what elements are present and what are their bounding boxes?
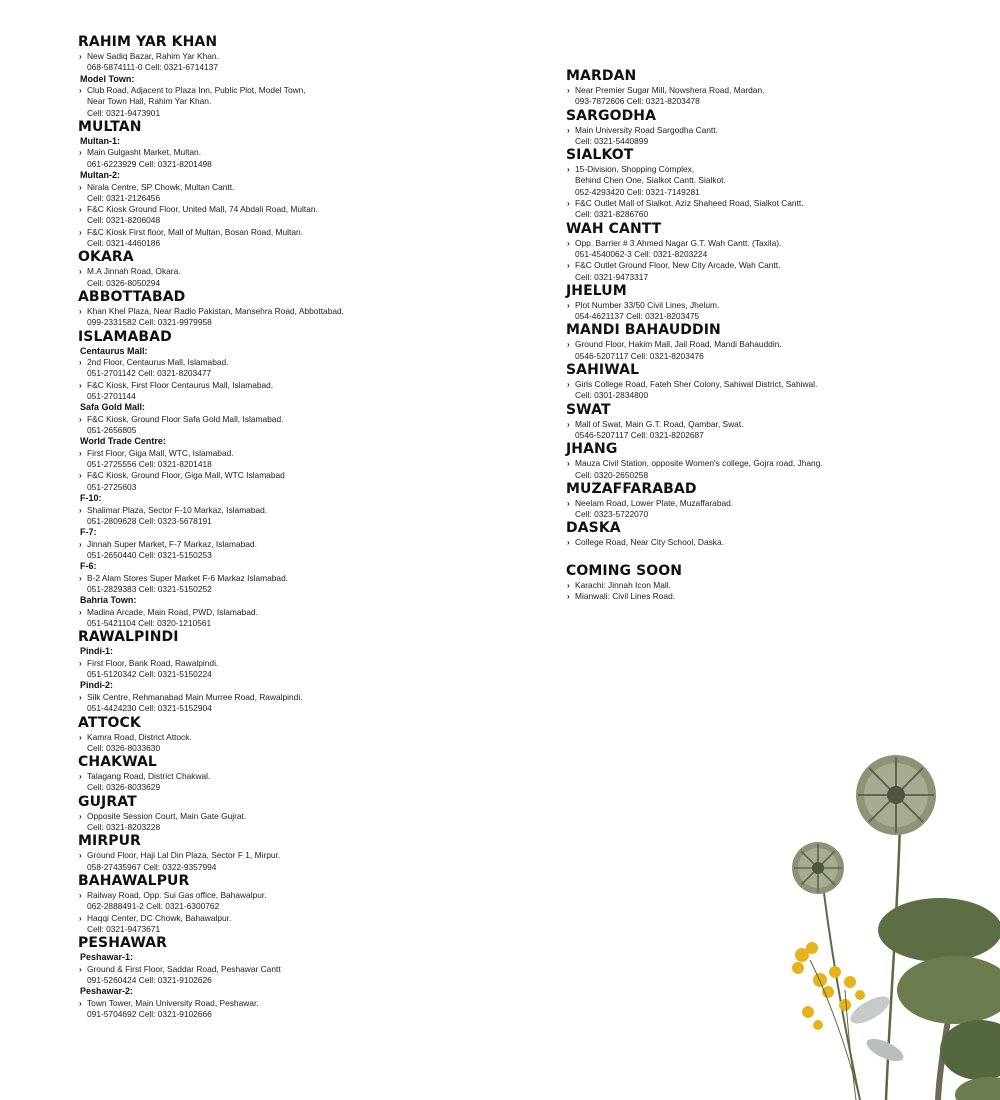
address-entry xyxy=(566,458,986,481)
city-name: CHAKWAL xyxy=(78,754,157,771)
chevron-right-icon: › xyxy=(567,261,570,271)
address-entry xyxy=(78,204,548,227)
address-line: 051-2701144 xyxy=(87,390,136,401)
chevron-right-icon: › xyxy=(567,165,570,175)
address-line: Near Premier Sugar Mill, Nowshera Road, Mardan. xyxy=(575,85,765,95)
address-line: 051-2829383 Cell: 0321-5150252 xyxy=(87,584,212,594)
branch-subheading: Centaurus Mall: xyxy=(80,345,148,356)
city-name: JHANG xyxy=(566,441,618,458)
address-line: 062-2888491-2 Cell: 0321-6300762 xyxy=(87,901,220,912)
city-name: COMING SOON xyxy=(566,562,683,579)
address-line: Madina Arcade, Main Road, PWD, Islamabad. xyxy=(87,606,258,617)
branch-subheading: Multan-2: xyxy=(80,170,120,181)
address-entry xyxy=(566,300,986,323)
address-line: Mauza Civil Station, opposite Women's college, Gojra road, Jhang. xyxy=(575,458,823,469)
address-line: F&C Kiosk First floor, Mall of Multan, Bosan Road, Multan. xyxy=(87,226,303,237)
section-spacer xyxy=(566,549,986,563)
address-entry xyxy=(78,357,548,380)
address-line: Kamra Road, District Attock. xyxy=(87,731,192,742)
address-entry xyxy=(78,692,548,715)
chevron-right-icon: › xyxy=(567,125,570,135)
city-name: ATTOCK xyxy=(78,714,141,731)
address-entry xyxy=(566,498,986,521)
chevron-right-icon: › xyxy=(79,52,82,61)
chevron-right-icon: › xyxy=(79,811,82,821)
address-entry xyxy=(78,771,548,794)
address-entry xyxy=(566,339,986,362)
chevron-right-icon: › xyxy=(79,573,82,583)
chevron-right-icon: › xyxy=(79,148,82,158)
address-entry xyxy=(78,227,548,250)
chevron-right-icon: › xyxy=(79,182,82,192)
city-section xyxy=(78,873,548,935)
address-entry xyxy=(78,380,548,403)
chevron-right-icon: › xyxy=(79,471,82,481)
address-line: Ground Floor, Haji Lal Din Plaza, Sector F 1, Mirpur. xyxy=(87,850,281,861)
address-entry xyxy=(78,998,548,1021)
address-line: F&C Outlet Ground Floor, New City Arcade, Wah Cantt. xyxy=(575,260,781,271)
address-line: 0546-5207117 Cell: 0321-8203476 xyxy=(575,350,704,361)
chevron-right-icon: › xyxy=(79,505,82,515)
address-entry xyxy=(78,964,548,987)
chevron-right-icon: › xyxy=(79,692,82,702)
address-entry xyxy=(78,85,548,119)
address-line: M.A Jinnah Road, Okara. xyxy=(87,266,181,277)
city-name: GUJRAT xyxy=(78,793,137,810)
address-line: Railway Road, Opp. Sui Gas office, Bahawalpur. xyxy=(87,889,267,900)
city-section xyxy=(566,481,986,521)
city-section xyxy=(78,754,548,794)
branch-subheading: Bahria Town: xyxy=(80,595,137,606)
address-line: B-2 Alam Stores Super Market F-6 Markaz Islamabad. xyxy=(87,572,289,583)
address-entry xyxy=(566,260,986,283)
address-line: 052-4293420 Cell: 0321-7149281 xyxy=(575,186,700,197)
address-line: Cell: 0321-4460186 xyxy=(87,238,161,249)
address-line: 058-27435967 Cell: 0322-9357994 xyxy=(87,861,217,872)
branch-subheading: F-6: xyxy=(80,561,97,572)
city-name: ISLAMABAD xyxy=(78,328,172,345)
chevron-right-icon: › xyxy=(79,913,82,923)
address-line: Cell: 0321-9473671 xyxy=(87,923,161,934)
address-line: New Sadiq Bazar, Rahim Yar Khan. xyxy=(87,51,219,61)
address-line: Cell: 0326-8050294 xyxy=(87,277,161,288)
branch-subheading: World Trade Centre: xyxy=(80,436,166,447)
city-name: ABBOTTABAD xyxy=(78,288,186,305)
right-column xyxy=(566,68,986,602)
address-line: First Floor, Bank Road, Rawalpindi. xyxy=(87,657,219,668)
address-entry xyxy=(566,164,986,198)
address-entry xyxy=(566,419,986,442)
city-name: OKARA xyxy=(78,249,134,266)
address-entry xyxy=(78,607,548,630)
address-line: 051-4424230 Cell: 0321-5152904 xyxy=(87,703,212,714)
city-section xyxy=(78,715,548,755)
address-line: Cell: 0321-5440899 xyxy=(575,135,649,146)
address-line: Behind Chen One, Sialkot Cantt. Sialkot. xyxy=(575,175,726,186)
city-name: SWAT xyxy=(566,401,611,418)
chevron-right-icon: › xyxy=(79,998,82,1008)
address-line: Town Tower, Main University Road, Peshawar. xyxy=(87,997,259,1008)
address-line: Cell: 0323-5722070 xyxy=(575,509,649,520)
chevron-right-icon: › xyxy=(79,227,82,237)
address-entry xyxy=(78,658,548,681)
city-section xyxy=(566,221,986,283)
address-entry xyxy=(78,505,548,528)
branch-subheading: Pindi-1: xyxy=(80,646,113,657)
branch-subheading: Safa Gold Mall: xyxy=(80,402,146,413)
branch-subheading: Peshawar-1: xyxy=(80,952,134,963)
address-line: 051-2725556 Cell: 0321-8201418 xyxy=(87,459,212,470)
city-section xyxy=(566,108,986,148)
address-line: Ground Floor, Hakim Mall, Jail Road, Mandi Bahauddin. xyxy=(575,339,782,350)
address-line: Cell: 0321-8203228 xyxy=(87,822,161,833)
chevron-right-icon: › xyxy=(79,86,82,96)
branch-subheading: Model Town: xyxy=(80,73,135,84)
address-entry xyxy=(78,850,548,873)
chevron-right-icon: › xyxy=(79,380,82,390)
chevron-right-icon: › xyxy=(567,340,570,350)
city-section xyxy=(566,322,986,362)
address-entry xyxy=(78,811,548,834)
address-line: F&C Kiosk, First Floor Centaurus Mall, Islamabad. xyxy=(87,379,274,390)
address-line: 2nd Floor, Centaurus Mall, Islamabad. xyxy=(87,357,229,368)
address-line: 093-7872606 Cell: 0321-8203478 xyxy=(575,96,700,107)
address-line: Nirala Centre, SP Chowk, Multan Cantt. xyxy=(87,181,235,192)
address-line: Near Town Hall, Rahim Yar Khan. xyxy=(87,96,212,107)
address-line: Talagang Road, District Chakwal. xyxy=(87,771,211,782)
city-name: PESHAWAR xyxy=(78,935,168,952)
address-entry xyxy=(566,591,986,602)
city-name: MARDAN xyxy=(566,68,637,84)
city-name: BAHAWALPUR xyxy=(78,872,190,889)
address-line: Opp. Barrier # 3 Ahmed Nagar G.T. Wah Cantt. (Taxila). xyxy=(575,237,782,248)
city-section xyxy=(78,289,548,329)
address-entry xyxy=(566,85,986,108)
city-section xyxy=(78,249,548,289)
city-name: MUZAFFARABAD xyxy=(566,480,697,497)
address-line: Cell: 0326-8033630 xyxy=(87,742,161,753)
chevron-right-icon: › xyxy=(567,580,570,590)
address-line: Cell: 0321-8206048 xyxy=(87,215,161,226)
branch-subheading: F-7: xyxy=(80,527,97,538)
chevron-right-icon: › xyxy=(79,732,82,742)
address-line: 15-Division, Shopping Complex, xyxy=(575,164,695,175)
chevron-right-icon: › xyxy=(567,459,570,469)
address-entry xyxy=(566,198,986,221)
address-line: F&C Kiosk Ground Floor, United Mall, 74 Abdali Road, Multan. xyxy=(87,204,318,215)
address-line: F&C Outlet Mall of Sialkot, Aziz Shaheed Road, Sialkot Cantt. xyxy=(575,198,804,209)
address-entry xyxy=(566,537,986,548)
address-line: Cell: 0321-2126456 xyxy=(87,192,161,203)
address-entry xyxy=(78,147,548,170)
address-line: First Floor, Giga Mall, WTC, Islamabad. xyxy=(87,447,234,458)
address-entry xyxy=(566,125,986,148)
chevron-right-icon: › xyxy=(567,199,570,209)
city-section xyxy=(78,833,548,873)
address-entry xyxy=(78,890,548,913)
city-name: RAHIM YAR KHAN xyxy=(78,34,218,50)
address-line: Plot Number 33/50 Civil Lines, Jhelum. xyxy=(575,299,720,310)
chevron-right-icon: › xyxy=(567,238,570,248)
chevron-right-icon: › xyxy=(79,414,82,424)
chevron-right-icon: › xyxy=(567,86,570,95)
city-name: JHELUM xyxy=(566,282,627,299)
chevron-right-icon: › xyxy=(79,205,82,215)
city-section xyxy=(78,119,548,249)
chevron-right-icon: › xyxy=(79,358,82,368)
address-line: 0546-5207117 Cell: 0321-8202687 xyxy=(575,429,704,440)
city-section xyxy=(566,520,986,548)
address-entry xyxy=(78,539,548,562)
branch-subheading: F-10: xyxy=(80,493,102,504)
chevron-right-icon: › xyxy=(79,658,82,668)
address-line: Cell: 0321-8286760 xyxy=(575,209,649,220)
chevron-right-icon: › xyxy=(567,380,570,390)
address-entry xyxy=(78,573,548,596)
city-section xyxy=(566,147,986,220)
address-line: Haqqi Center, DC Chowk, Bahawalpur. xyxy=(87,912,232,923)
chevron-right-icon: › xyxy=(567,538,570,548)
address-line: 051-2725603 xyxy=(87,481,137,492)
branch-subheading: Peshawar-2: xyxy=(80,986,134,997)
city-name: MIRPUR xyxy=(78,833,141,850)
chevron-right-icon: › xyxy=(79,306,82,316)
address-line: 051-2650440 Cell: 0321-5150253 xyxy=(87,549,212,560)
city-section xyxy=(78,34,548,119)
branch-subheading: Pindi-2: xyxy=(80,680,113,691)
address-entry xyxy=(566,580,986,591)
city-name: RAWALPINDI xyxy=(78,629,179,646)
chevron-right-icon: › xyxy=(79,267,82,277)
chevron-right-icon: › xyxy=(567,300,570,310)
address-line: Cell: 0321-9473901 xyxy=(87,107,161,118)
address-line: Cell: 0326-8033629 xyxy=(87,782,161,793)
city-name: SAHIWAL xyxy=(566,362,640,379)
chevron-right-icon: › xyxy=(567,419,570,429)
city-name: SARGODHA xyxy=(566,107,657,124)
chevron-right-icon: › xyxy=(79,448,82,458)
city-section xyxy=(566,68,986,108)
address-entry xyxy=(78,306,548,329)
city-name: WAH CANTT xyxy=(566,220,662,237)
address-line: 051-5421104 Cell: 0320-1210561 xyxy=(87,618,212,629)
city-section xyxy=(566,402,986,442)
city-section xyxy=(78,794,548,834)
chevron-right-icon: › xyxy=(79,964,82,974)
branch-subheading: Multan-1: xyxy=(80,135,120,146)
address-entry xyxy=(78,266,548,289)
address-line: Mall of Swat, Main G.T. Road, Qambar, Swat. xyxy=(575,418,744,429)
address-entry xyxy=(78,732,548,755)
city-section xyxy=(78,935,548,1020)
address-line: Cell: 0301-2834800 xyxy=(575,390,649,401)
address-line: Opposite Session Court, Main Gate Gujrat. xyxy=(87,810,247,821)
address-entry xyxy=(78,913,548,936)
address-line: Ground & First Floor, Saddar Road, Peshawar Cantt xyxy=(87,963,281,974)
address-line: Main Gulgasht Market, Multan. xyxy=(87,147,202,158)
address-line: Club Road, Adjacent to Plaza Inn, Public Plot, Model Town, xyxy=(87,85,306,96)
address-entry xyxy=(566,238,986,261)
address-line: Khan Khel Plaza, Near Radio Pakistan, Mansehra Road, Abbottabad. xyxy=(87,305,344,316)
botanical-flowers-illustration xyxy=(790,750,1000,1100)
chevron-right-icon: › xyxy=(567,592,570,602)
city-name: MULTAN xyxy=(78,118,142,135)
address-line: Karachi: Jinnah Icon Mall. xyxy=(575,579,671,590)
address-entry xyxy=(566,379,986,402)
chevron-right-icon: › xyxy=(79,607,82,617)
address-line: 051-4540062-3 Cell: 0321-8203224 xyxy=(575,248,708,259)
address-line: 054-4621137 Cell: 0321-8203475 xyxy=(575,311,700,322)
chevron-right-icon: › xyxy=(79,772,82,782)
address-line: F&C Kiosk, Ground Floor Safa Gold Mall, Islamabad. xyxy=(87,413,284,424)
address-line: 051-2701142 Cell: 0321-8203477 xyxy=(87,368,212,379)
left-column xyxy=(78,34,548,1020)
address-line: 091-5260424 Cell: 0321-9102626 xyxy=(87,974,212,985)
address-line: Girls College Road, Fateh Sher Colony, Sahiwal District, Sahiwal. xyxy=(575,379,818,390)
address-line: 091-5704692 Cell: 0321-9102666 xyxy=(87,1009,212,1020)
address-line: College Road, Near City School, Daska. xyxy=(575,537,724,548)
address-line: Main University Road Sargodha Cantt. xyxy=(575,124,718,135)
address-line: Silk Centre, Rehmanabad Main Murree Road, Rawalpindi. xyxy=(87,691,303,702)
address-line: 051-2656805 xyxy=(87,425,137,436)
address-line: Cell: 0320-2650258 xyxy=(575,469,649,480)
address-entry xyxy=(78,414,548,437)
address-line: F&C Kiosk, Ground Floor, Giga Mall, WTC Islamabad xyxy=(87,470,285,481)
chevron-right-icon: › xyxy=(567,498,570,508)
city-section xyxy=(566,441,986,481)
city-name: MANDI BAHAUDDIN xyxy=(566,322,721,339)
address-line: Jinnah Super Market, F-7 Markaz, Islamabad. xyxy=(87,538,257,549)
city-section xyxy=(566,563,986,603)
address-entry xyxy=(78,448,548,471)
city-name: DASKA xyxy=(566,520,621,537)
address-line: 061-6223929 Cell: 0321-8201498 xyxy=(87,158,212,169)
address-line: Neelam Road, Lower Plate, Muzaffarabad. xyxy=(575,497,734,508)
address-entry xyxy=(78,470,548,493)
chevron-right-icon: › xyxy=(79,851,82,861)
chevron-right-icon: › xyxy=(79,539,82,549)
address-line: 051-2809628 Cell: 0323-5678191 xyxy=(87,515,212,526)
address-line: Mianwali: Civil Lines Road. xyxy=(575,591,676,602)
address-entry xyxy=(78,51,548,74)
address-line: Cell: 0321-9473317 xyxy=(575,271,649,282)
address-line: Shalimar Plaza, Sector F-10 Markaz, Islamabad. xyxy=(87,504,268,515)
city-section xyxy=(78,329,548,630)
city-section xyxy=(78,629,548,714)
address-line: 068-5874111-0 Cell: 0321-6714137 xyxy=(87,62,219,73)
city-section xyxy=(566,283,986,323)
address-line: 051-5120342 Cell: 0321-5150224 xyxy=(87,669,212,680)
address-entry xyxy=(78,182,548,205)
address-line: 099-2331582 Cell: 0321-9979958 xyxy=(87,317,212,328)
city-section xyxy=(566,362,986,402)
city-name: SIALKOT xyxy=(566,147,634,164)
chevron-right-icon: › xyxy=(79,890,82,900)
